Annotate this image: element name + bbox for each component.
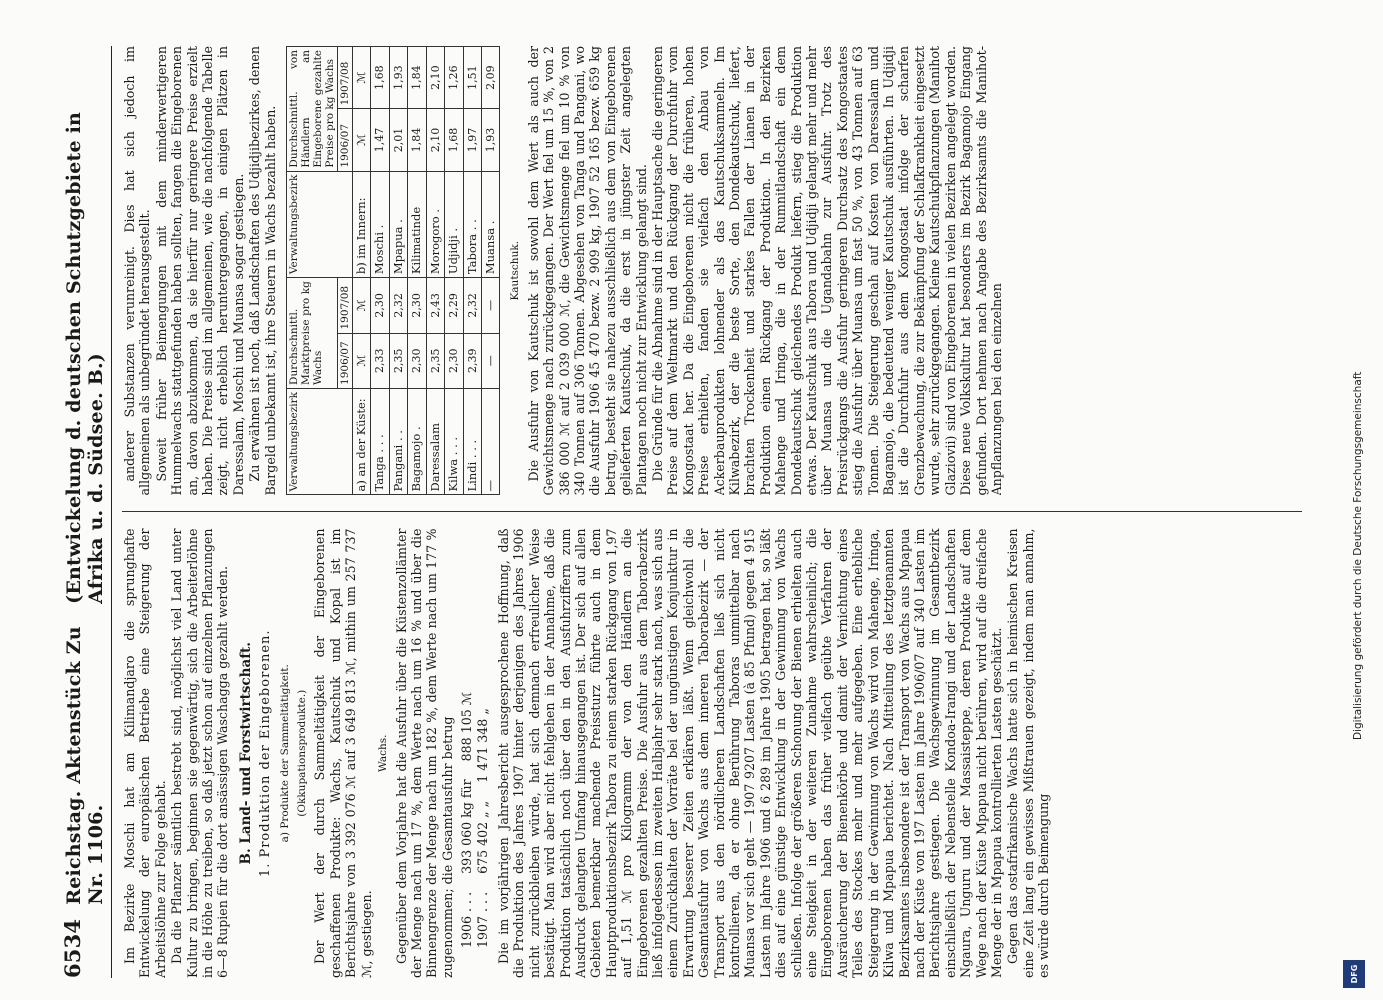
export-figures xyxy=(459,529,490,949)
section-heading-b: B. Land- und Forstwirtschaft. xyxy=(237,642,254,865)
export-year: 1906 . . . xyxy=(459,891,475,948)
page-content xyxy=(60,46,1280,978)
price-cell: — xyxy=(481,278,499,333)
paragraph: Da die Pflanzer sämtlich bestrebt sind, möglichst viel Land unter Kultur zu bringen, beginnen sie gegenwärtig, sich die Arbeiterlöhne in die Höhe zu treiben, so daß jetzt schon auf einzelnen Pflanzungen 6—8 Rupien für die dort ansässigen Waschagga gezahlt werden. xyxy=(169,528,231,978)
price-cell: 2,30 xyxy=(371,278,389,333)
group-label: b) im Innern: xyxy=(353,171,371,278)
subheading-kautschuk: Kautschuk. xyxy=(509,240,522,301)
district-cell: Pangani . . xyxy=(389,388,407,495)
export-kg: 675 402 „ „ xyxy=(474,800,490,874)
table-row xyxy=(463,47,481,496)
price-cell: 2,35 xyxy=(389,333,407,388)
paragraph: Die im vorjährigen Jahresbericht ausgesprochene Hoffnung, daß die Produktion des Jahres 1907 hinter derjenigen des Jahres 1906 nicht zurückbleiben würde, hat sich demnach erfreulicher Weise bestätigt. Man wird aber nicht fehlgehen in der Annahme, daß die Produktion tatsächlich noch über den in den Ausfuhrziffern zum Ausdruck gelangten Umfang hinausgegangen ist. Der sich auf allen Gebieten bemerkbar machende Preissturz führte auch in dem Hauptproduktionsbezirk Tabora zu einem starken Rückgang von 1,97 auf 1,51 ℳ pro Kilogramm der von den Händlern an die Eingeborenen gezahlten Preise. Die Ausfuhr aus dem Taborabezirk ließ infolgedessen im zweiten Halbjahr sehr stark nach, was sich aus einem Zurückhalten der Vorräte bei der ungünstigen Konjunktur in Erwartung besserer Zeiten erklären läßt. Wenn gleichwohl die Gesamtausfuhr von Wachs aus dem inneren Taborabezirk — der Transport aus den nördlicheren Landschaften ließ sich nicht kontrollieren, da er ohne Berührung Taboras unmittelbar nach Muansa vor sich geht — 1907 9207 Lasten (à 85 Pfund) gegen 4 915 Lasten im Jahre 1906 und 6 289 im Jahre 1905 betragen hat, so läßt dies auf eine günstige Entwicklung in der Gewinnung von Wachs schließen. Infolge der größeren Schonung der Bienen erhielten auch eine Steigkeit in der weiteren Zunahme wahrscheinlich; die Eingeborenen haben das früher vielfach geübte Verfahren der Ausräucherung der Bienenkörbe und damit der Vernichtung eines Teiles des Stockes mehr und mehr aufgegeben. Eine erhebliche Steigerung in der Gewinnung von Wachs wird von Mahenge, Iringa, Kilwa und Mpapua berichtet. Nach Mitteilung des letztgenannten Bezirksamtes insbesondere ist der Transport von Wachs aus Mpapua nach der Küste von 197 Lasten im Jahre 1906/07 auf 340 Lasten im Berichtsjahre gestiegen. Die Wachsgewinnung im Gesamtbezirk einschließlich der Nebenstelle Kondoa-Irangi und der Landschaften Ngaura, Unguru und der Massaisteppe, deren Produkte auf dem Wege nach der Küste Mpapua nicht berühren, wird auf die dreifache Menge der in Mpapua kontrollierten Lasten geschätzt. xyxy=(495,528,1004,978)
district-cell: Daressalam xyxy=(426,388,444,495)
district-cell: Lindi . . . xyxy=(463,388,481,495)
district-cell: Mpapua . xyxy=(389,171,407,278)
price-cell: 2,30 xyxy=(408,278,426,333)
table-body xyxy=(371,47,500,496)
unit: ℳ xyxy=(353,109,371,171)
paragraph: Gegenüber dem Vorjahre hat die Ausfuhr über die Küstenzollämter der Menge nach um 17 %, dem Werte nach um 16 % und über die Binnengrenze der Menge nach um 182 %, dem Werte nach um 177 % zugenommen; die Gesamtausfuhr betrug xyxy=(393,528,455,978)
district-cell: Udjidji . xyxy=(445,171,463,278)
dfg-mark xyxy=(1343,960,1365,988)
unit: ℳ xyxy=(353,47,371,109)
district-cell: Muansa . xyxy=(481,171,499,278)
price-cell: 2,29 xyxy=(445,278,463,333)
table-row xyxy=(408,47,426,496)
price-cell: 2,01 xyxy=(389,109,407,171)
price-cell: 1,51 xyxy=(463,47,481,109)
table-row xyxy=(426,47,444,496)
th-market-price: Durchschnittl. Marktpreise pro kg Wachs xyxy=(287,278,338,389)
district-cell: Bagamojo . xyxy=(408,388,426,495)
price-cell: 2,32 xyxy=(463,278,481,333)
paragraph: Der Wert der durch Sammeltätigkeit der Eingeborenen geschaffenen Produkte: Wachs, Kautschuk und Kopal ist im Berichtsjahre von 3 392 076 ℳ auf 3 649 813 ℳ, mithin um 257 737 ℳ, gestiegen. xyxy=(312,528,374,978)
price-cell: 1,26 xyxy=(445,47,463,109)
price-cell: 2,10 xyxy=(426,47,444,109)
paragraph: Zu erwähnen ist noch, daß Landschaften des Udjidjibezirkes, denen Bargeld unbekannt ist, ihre Steuern in Wachs bezahlt haben. xyxy=(247,46,278,496)
page-header xyxy=(60,46,112,978)
price-cell: — xyxy=(481,333,499,388)
export-year: 1907 . . . xyxy=(474,891,490,948)
price-cell: 2,30 xyxy=(408,333,426,388)
price-cell: 2,33 xyxy=(371,333,389,388)
th-trader-price: Durchschnittl. von Händlern an Eingeborene gezahlte Preise pro kg Wachs xyxy=(287,47,338,172)
district-cell: Morogoro . xyxy=(426,171,444,278)
digitization-credit: Digitalisierung gefördert durch die Deutsche Forschungsgemeinschaft xyxy=(1352,371,1364,740)
th-district: Verwaltungsbezirk xyxy=(287,388,353,495)
page-number: 6534 xyxy=(60,918,85,978)
text-columns xyxy=(122,46,1302,978)
column-right xyxy=(122,46,1302,496)
price-cell: 1,93 xyxy=(389,47,407,109)
paragraph: Im Bezirke Moschi hat am Kilimandjaro die sprunghafte Entwickelung der europäischen Betriebe eine Steigerung der Arbeitslöhne zur Folge gehabt. xyxy=(122,528,168,978)
column-left xyxy=(122,529,1302,979)
column-divider xyxy=(122,512,1302,513)
price-cell: 1,84 xyxy=(408,109,426,171)
table-row xyxy=(389,47,407,496)
export-kg: 393 060 kg für xyxy=(459,779,475,874)
district-cell: Kilimatinde xyxy=(408,171,426,278)
table-row xyxy=(445,47,463,496)
section-heading-1: 1. Produktion der Eingeborenen. xyxy=(258,629,274,878)
wax-price-table xyxy=(286,46,500,496)
price-cell: 2,09 xyxy=(481,47,499,109)
th-year: 1906/07 xyxy=(338,109,353,171)
price-cell: 2,43 xyxy=(426,278,444,333)
price-cell: 2,32 xyxy=(389,278,407,333)
unit: ℳ xyxy=(353,333,371,388)
price-cell: 2,39 xyxy=(463,333,481,388)
district-cell: — xyxy=(481,388,499,495)
price-cell: 2,10 xyxy=(426,109,444,171)
district-cell: Moschi . xyxy=(371,171,389,278)
paragraph: Gegen das ostafrikanische Wachs hatte sich in heimischen Kreisen eine Zeit lang ein gewisses Mißtrauen gezeigt, indem man annahm, es würde durch Beimengung xyxy=(1005,528,1052,978)
paragraph: anderer Substanzen verunreinigt. Dies hat sich jedoch im allgemeinen als unbegründet herausgestellt. xyxy=(122,46,153,496)
header-right-title: (Entwickelung d. deutschen Schutzgebiete in Afrika u. d. Südsee. B.) xyxy=(63,112,107,604)
paragraph: Soweit früher Beimengungen mit dem minderwertigeren Hummelwachs stattgefunden haben sollten, fangen die Eingeborenen an, davon abzukommen, da sie hierfür nur geringere Preise erzielt haben. Die Preise sind im allgemeinen, wie die nachfolgende Tabelle zeigt, nicht erheblich heruntergegangen, in einigen Plätzen in Daressalam, Moschi und Muansa sogar gestiegen. xyxy=(153,46,246,496)
export-row xyxy=(475,529,490,949)
unit: ℳ xyxy=(353,278,371,333)
dfg-logo: DFG xyxy=(1343,960,1365,988)
section-heading-a: a) Produkte der Sammeltätigkeit. xyxy=(278,664,291,843)
price-cell: 1,68 xyxy=(371,47,389,109)
header-left-title: Reichstag. Aktenstück Zu Nr. 1106. xyxy=(63,626,107,905)
table-row xyxy=(371,47,389,496)
district-cell: Tanga . . . xyxy=(371,388,389,495)
district-cell: Tabora . . xyxy=(463,171,481,278)
export-row xyxy=(459,529,474,949)
table-row xyxy=(481,47,499,496)
price-cell: 2,35 xyxy=(426,333,444,388)
price-cell: 2,30 xyxy=(445,333,463,388)
th-district-2: Verwaltungsbezirk xyxy=(287,171,353,278)
table-header-row xyxy=(287,47,338,496)
group-label: a) an der Küste: xyxy=(353,388,371,495)
price-cell: 1,97 xyxy=(463,109,481,171)
price-cell: 1,84 xyxy=(408,47,426,109)
price-cell: 1,68 xyxy=(445,109,463,171)
th-year: 1906/07 xyxy=(338,333,353,388)
price-cell: 1,93 xyxy=(481,109,499,171)
th-year: 1907/08 xyxy=(338,278,353,333)
subheading-wachs: Wachs. xyxy=(377,734,390,773)
district-cell: Kilwa . . . xyxy=(445,388,463,495)
price-cell: 1,47 xyxy=(371,109,389,171)
th-year: 1907/08 xyxy=(338,47,353,109)
paragraph: Die Gründe für die Abnahme sind in der Hauptsache die geringeren Preise auf dem Weltmarkt und den Rückgang der Durchfuhr vom Kongostaat her. Da die Eingeborenen nicht die früheren, hohen Preise erhielten, fanden sie vielfach den Anbau von Ackerbauprodukten lohnender als das Kautschuksammeln. Im Kilwabezirk, der die beste Sorte, den Dondekautschuk, liefert, brachten Trockenheit und starkes Fallen der Lianen in der Produktion einen Rückgang der Produktion. In den Bezirken Mahenge und Iringa, die in der Rumnitlandschaft ein dem Dondekautschuk gleichendes Produkt liefern, stieg die Produktion etwas. Der Kautschuk aus Tabora und Udjidji gelangt mehr und mehr über Muansa und die Ugandabahn zur Ausfuhr. Trotz des Preisrückgangs die Ausfuhr geringeren Durchsatz des Kongostaates stieg die Ausfuhr über Muansa um fast 50 %, von 43 Tonnen auf 63 Tonnen. Die Steigerung geschah auf Kosten von Daressalam und Bagamojo, die bedeutend weniger Kautschuk ausführten. In Udjidji ist die Durchfuhr aus dem Kongostaat infolge der scharfen Grenzbewachung, die zur Bekämpfung der Schlafkrankheit eingesetzt wurde, sehr zurückgegangen. Kleine Kautschukpflanzungen (Manihot Glaziovii) sind von Eingeborenen in vielen Bezirken angelegt worden. Diese neue Volkskultur hat besonders im Bezirk Bagamojo Eingang gefunden. Dort nehmen nach Angabe des Bezirksamts die Manihot-Anpflanzungen bei den einzelnen xyxy=(649,46,1004,496)
table-unit-row xyxy=(353,47,371,496)
section-heading-a2: (Okkupationsprodukte.) xyxy=(296,689,309,817)
paragraph: Die Ausfuhr von Kautschuk ist sowohl dem Wert als auch der Gewichtsmenge nach zurückgegangen. Der Wert fiel um 15 %, von 2 386 000 ℳ auf 2 039 000 ℳ, die Gewichtsmenge fiel um 10 % von 340 Tonnen auf 306 Tonnen. Abgesehen von Tanga und Pangani, wo die Ausfuhr 1906 45 470 bezw. 2 909 kg, 1907 52 165 bezw. 659 kg betrug, besteht sie nahezu ausschließlich aus dem von Eingeborenen gelieferten Kautschuk, da die erst in jüngster Zeit angelegten Plantagen noch nicht zur Entwicklung gelangt sind. xyxy=(525,46,649,496)
export-value: 888 105 ℳ xyxy=(459,691,475,762)
export-value: 1 471 348 „ xyxy=(474,708,490,783)
